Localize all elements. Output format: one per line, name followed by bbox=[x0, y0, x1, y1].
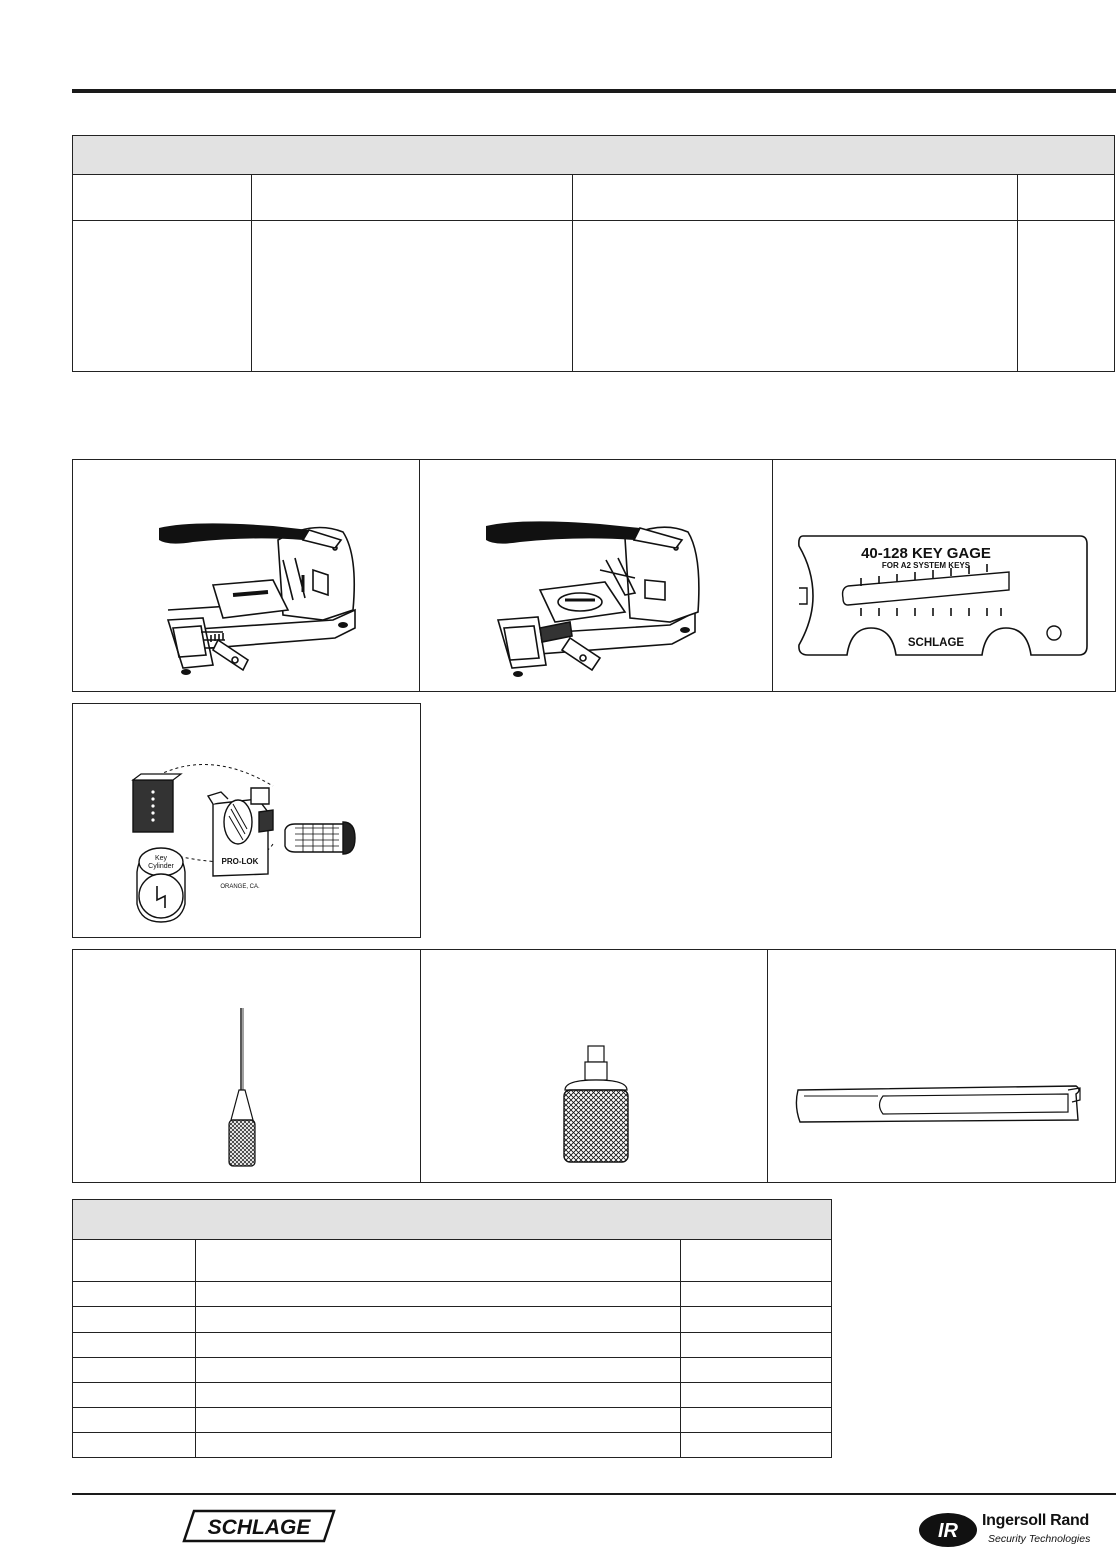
bottom-table-row-divider bbox=[73, 1332, 831, 1333]
top-table-column-divider bbox=[251, 174, 252, 371]
bottom-table-column-divider bbox=[680, 1239, 681, 1457]
key-gauge-panel bbox=[772, 459, 1116, 692]
bottom-table-row-divider bbox=[73, 1382, 831, 1383]
fixture-location: ORANGE, CA. bbox=[220, 884, 260, 890]
footer-rule bbox=[72, 1493, 1116, 1495]
fixture-label-line1: Key bbox=[154, 855, 168, 862]
bottom-table-row-divider bbox=[73, 1306, 831, 1307]
top-table-divider bbox=[73, 220, 1114, 221]
bottom-table bbox=[72, 1199, 832, 1458]
ingersoll-rand-logo bbox=[918, 1508, 1116, 1552]
ir-mark-text: IR bbox=[938, 1520, 958, 1542]
slim-tool-illustration bbox=[768, 950, 1115, 1182]
cylinder-fixture-illustration bbox=[73, 704, 420, 937]
key-punch-panel bbox=[72, 459, 420, 692]
top-table-column-divider bbox=[1017, 174, 1018, 371]
fixture-brand: PRO-LOK bbox=[221, 857, 259, 866]
key-punch-illustration bbox=[73, 460, 419, 691]
key-gauge-illustration bbox=[773, 460, 1115, 691]
slim-tool-panel bbox=[767, 949, 1116, 1183]
bottom-table-row-divider bbox=[73, 1407, 831, 1408]
schlage-logo bbox=[182, 1509, 336, 1543]
knurled-tool-illustration bbox=[421, 950, 767, 1182]
probe-tool-illustration bbox=[73, 950, 420, 1182]
fixture-label-line2: Cylinder bbox=[148, 863, 174, 870]
bottom-table-row-divider bbox=[73, 1432, 831, 1433]
ingersoll-rand-name: Ingersoll Rand bbox=[982, 1512, 1089, 1529]
ir-mark-icon bbox=[918, 1510, 980, 1550]
gauge-brand: SCHLAGE bbox=[907, 637, 965, 649]
top-table-column-divider bbox=[572, 174, 573, 371]
ingersoll-rand-subtitle: Security Technologies bbox=[988, 1533, 1091, 1545]
bottom-table-row-divider bbox=[73, 1281, 831, 1282]
gauge-title: 40-128 KEY GAGE bbox=[861, 545, 991, 562]
bottom-table-column-divider bbox=[195, 1239, 196, 1457]
schlage-logo-text: SCHLAGE bbox=[207, 1516, 311, 1539]
top-table bbox=[72, 135, 1115, 372]
knurled-tool-panel bbox=[420, 949, 768, 1183]
key-punch-panel bbox=[419, 459, 773, 692]
pin-block bbox=[133, 774, 181, 832]
top-table-header bbox=[73, 136, 1114, 175]
bottom-table-header bbox=[73, 1200, 831, 1240]
gauge-subtitle: FOR A2 SYSTEM KEYS bbox=[881, 561, 971, 570]
bottom-table-row-divider bbox=[73, 1357, 831, 1358]
header-rule bbox=[72, 89, 1116, 93]
cylinder-fixture-panel bbox=[72, 703, 421, 938]
key-punch-illustration bbox=[420, 460, 772, 691]
probe-tool-panel bbox=[72, 949, 421, 1183]
